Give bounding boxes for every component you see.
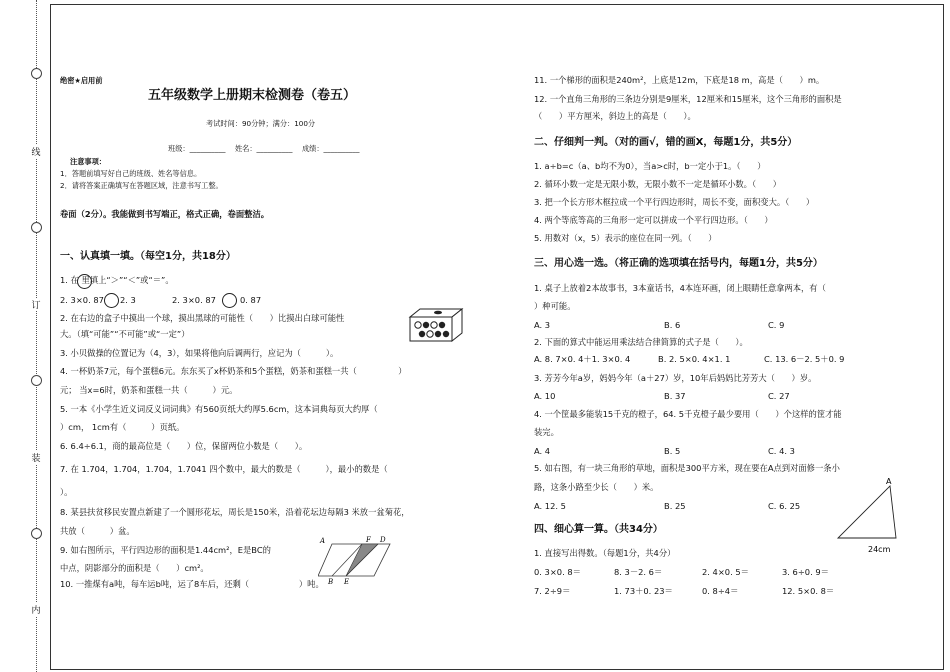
judge-item: 1. a÷b=c（a、b均不为0），当a>c时，b一定小于1。（ ） (534, 161, 766, 171)
calc-item: 0. 3×0. 8＝ (534, 567, 581, 577)
choice-option-c: C. 27 (768, 391, 790, 401)
calc-item: 8. 3－2. 6＝ (614, 567, 663, 577)
question-2: 2. 在右边的盒子中摸出一个球，摸出黑球的可能性（ ）比摸出白球可能性 (60, 313, 345, 323)
calc-item: 1. 73＋0. 23＝ (614, 586, 673, 596)
triangle-base-label: 24cm (868, 545, 891, 554)
question-8: 8. 某县扶贫移民安置点新建了一个圆形花坛，周长是150米，沿着花坛边每隔3 米放一盆菊花， (60, 507, 410, 517)
student-fields: 班级：__________ 姓名：__________ 成绩：__________ (168, 144, 360, 153)
choice-question-5: 5. 如右图，有一块三角形的草地，面积是300平方米，现在要在A点到对面修一条小 (534, 463, 840, 473)
triangle-figure (834, 474, 900, 560)
binding-hole (31, 68, 42, 79)
choice-option-c: C. 9 (768, 320, 785, 330)
choice-question-4-cont: 装完。 (534, 427, 559, 437)
judge-item: 5. 用数对（x，5）表示的座位在同一列。（ ） (534, 233, 717, 243)
question-6: 6. 6.4÷6.1，商的最高位是（ ）位，保留两位小数是（ ）。 (60, 441, 308, 451)
binding-margin (0, 0, 46, 672)
binding-hole (31, 222, 42, 233)
choice-option-a: A. 10 (534, 391, 556, 401)
choice-question-1-cont: ）种可能。 (534, 301, 576, 311)
choice-option-b: B. 25 (664, 501, 686, 511)
question-10: 10. 一推煤有a吨，每车运b吨，运了8车后，还剩（ ）吨。 (60, 579, 324, 589)
section2-title: 二、仔细判一判。（对的画√，错的画X，每题1分，共5分） (534, 137, 798, 148)
note-item: 1．答题前填写好自己的班级、姓名等信息。 (60, 169, 202, 178)
calc-item: 12. 5×0. 8＝ (782, 586, 835, 596)
calc-item: 0. 8÷4＝ (702, 586, 739, 596)
question-12: 12. 一个直角三角形的三条边分别是9厘米，12厘米和15厘米，这个三角形的面积是 (534, 94, 842, 104)
question-11: 11. 一个梯形的面积是240m²，上底是12m，下底是18 m，高是（ ）m。 (534, 75, 825, 85)
question-1-expr: 0. 87 (240, 295, 262, 305)
question-1-expr: 2. 3×0. 87 (172, 295, 216, 305)
section3-title: 三、用心选一选。（将正确的选项填在括号内，每题1分，共5分） (534, 258, 823, 269)
choice-option-a: A. 12. 5 (534, 501, 566, 511)
blank-circle (77, 274, 92, 289)
binding-hole (31, 375, 42, 386)
choice-option-c: C. 13. 6－2. 5＋0. 9 (764, 354, 845, 364)
binding-label-zhuang: 装 (30, 451, 42, 464)
choice-option-b: B. 37 (664, 391, 686, 401)
judge-item: 3. 把一个长方形木框拉成一个平行四边形时，周长不变，面积变大。（ ） (534, 197, 815, 207)
binding-label-ding: 订 (30, 298, 42, 311)
choice-question-2: 2. 下面的算式中能运用乘法结合律简算的式子是（ ）。 (534, 337, 748, 347)
question-9: 9. 如右图所示，平行四边形的面积是1.44cm²，E是BC的 (60, 545, 271, 555)
question-1-expr: 2. 3 (120, 295, 136, 305)
parallelogram-figure (318, 534, 398, 586)
binding-dotted-line (36, 0, 45, 672)
calc-item: 7. 2÷9＝ (534, 586, 571, 596)
blank-circle (104, 293, 119, 308)
choice-option-b: B. 2. 5×0. 4×1. 1 (658, 354, 731, 364)
question-5: 5. 一本《小学生近义词反义词词典》有560页纸大约厚5.6cm，这本词典每页大约厚（ (60, 404, 378, 414)
section1-title: 一、认真填一填。（每空1分，共18分） (60, 251, 236, 262)
section4-title: 四、细心算一算。（共34分） (534, 524, 663, 535)
calc-subtitle: 1. 直接写出得数。（每题1分，共4分） (534, 548, 676, 558)
triangle-vertex-a: A (886, 477, 892, 486)
question-2-cont: 大。（填“可能”“不可能”或“一定”） (60, 329, 190, 339)
fig-label-d: D (380, 536, 386, 544)
choice-question-1: 1. 桌子上放着2本故事书，3本童话书，4本连环画，闭上眼睛任意拿两本，有（ (534, 283, 826, 293)
choice-question-5-cont: 路，这条小路至少长（ ）米。 (534, 482, 659, 492)
choice-option-b: B. 6 (664, 320, 681, 330)
choice-question-4: 4. 一个筐最多能装15千克的橙子，64. 5千克橙子最少要用（ ）个这样的筐才能 (534, 409, 842, 419)
choice-option-a: A. 8. 7×0. 4＋1. 3×0. 4 (534, 354, 631, 364)
question-4-cont: 元； 当x=6时，奶茶和蛋糕一共（ ）元。 (60, 385, 238, 395)
secret-label: 绝密★启用前 (60, 76, 103, 85)
fig-label-b: B (328, 578, 334, 586)
fig-label-a: A (320, 537, 326, 545)
fig-label-f: F (366, 536, 371, 544)
judge-item: 2. 循环小数一定是无限小数，无限小数不一定是循环小数。（ ） (534, 179, 782, 189)
binding-hole (31, 528, 42, 539)
choice-option-a: A. 3 (534, 320, 551, 330)
question-1-expr: 2. 3×0. 87 (60, 295, 104, 305)
choice-option-c: C. 4. 3 (768, 446, 795, 456)
question-8-cont: 共放（ ）盆。 (60, 526, 135, 536)
question-4: 4. 一杯奶茶7元，每个蛋糕6元。东东买了x杯奶茶和5个蛋糕，奶茶和蛋糕一共（ ） (60, 366, 407, 376)
binding-label-nei: 内 (30, 603, 42, 616)
question-5-cont: ）cm， 1cm有（ ）页纸。 (60, 422, 185, 432)
notes-title: 注意事项： (70, 157, 106, 166)
question-1: 1. 在 里填上“＞”“＜”或“＝”。 (60, 275, 174, 285)
question-3: 3. 小贝做操的位置记为（4，3），如果将他向后调两行，应记为（ ）。 (60, 348, 339, 358)
neatness-note: 卷面（2分）。我能做到书写端正，格式正确，卷面整洁。 (60, 209, 270, 219)
judge-item: 4. 两个等底等高的三角形一定可以拼成一个平行四边形。（ ） (534, 215, 773, 225)
choice-option-a: A. 4 (534, 446, 551, 456)
question-9-cont: 中点，阴影部分的面积是（ ）cm²。 (60, 563, 209, 573)
calc-item: 3. 6÷0. 9＝ (782, 567, 829, 577)
choice-option-c: C. 6. 25 (768, 501, 801, 511)
question-12-cont: （ ）平方厘米，斜边上的高是（ ）。 (534, 111, 696, 121)
choice-question-3: 3. 芳芳今年a岁，妈妈今年（a＋27）岁，10年后妈妈比芳芳大（ ）岁。 (534, 373, 817, 383)
choice-option-b: B. 5 (664, 446, 681, 456)
exam-info: 考试时间：90分钟；满分：100分 (206, 119, 316, 128)
ball-box-illustration (408, 307, 464, 343)
question-7-cont: ）。 (60, 487, 73, 497)
note-item: 2．请将答案正确填写在答题区域，注意书写工整。 (60, 181, 223, 190)
question-7: 7. 在 1.704，1.704，1.704，1.7041 四个数中，最大的数是（ ），最小的数是（ (60, 464, 388, 474)
binding-label-xian: 线 (30, 145, 42, 158)
blank-circle (222, 293, 237, 308)
page-title: 五年级数学上册期末检测卷（卷五） (148, 88, 357, 103)
calc-item: 2. 4×0. 5＝ (702, 567, 749, 577)
fig-label-e: E (344, 578, 350, 586)
